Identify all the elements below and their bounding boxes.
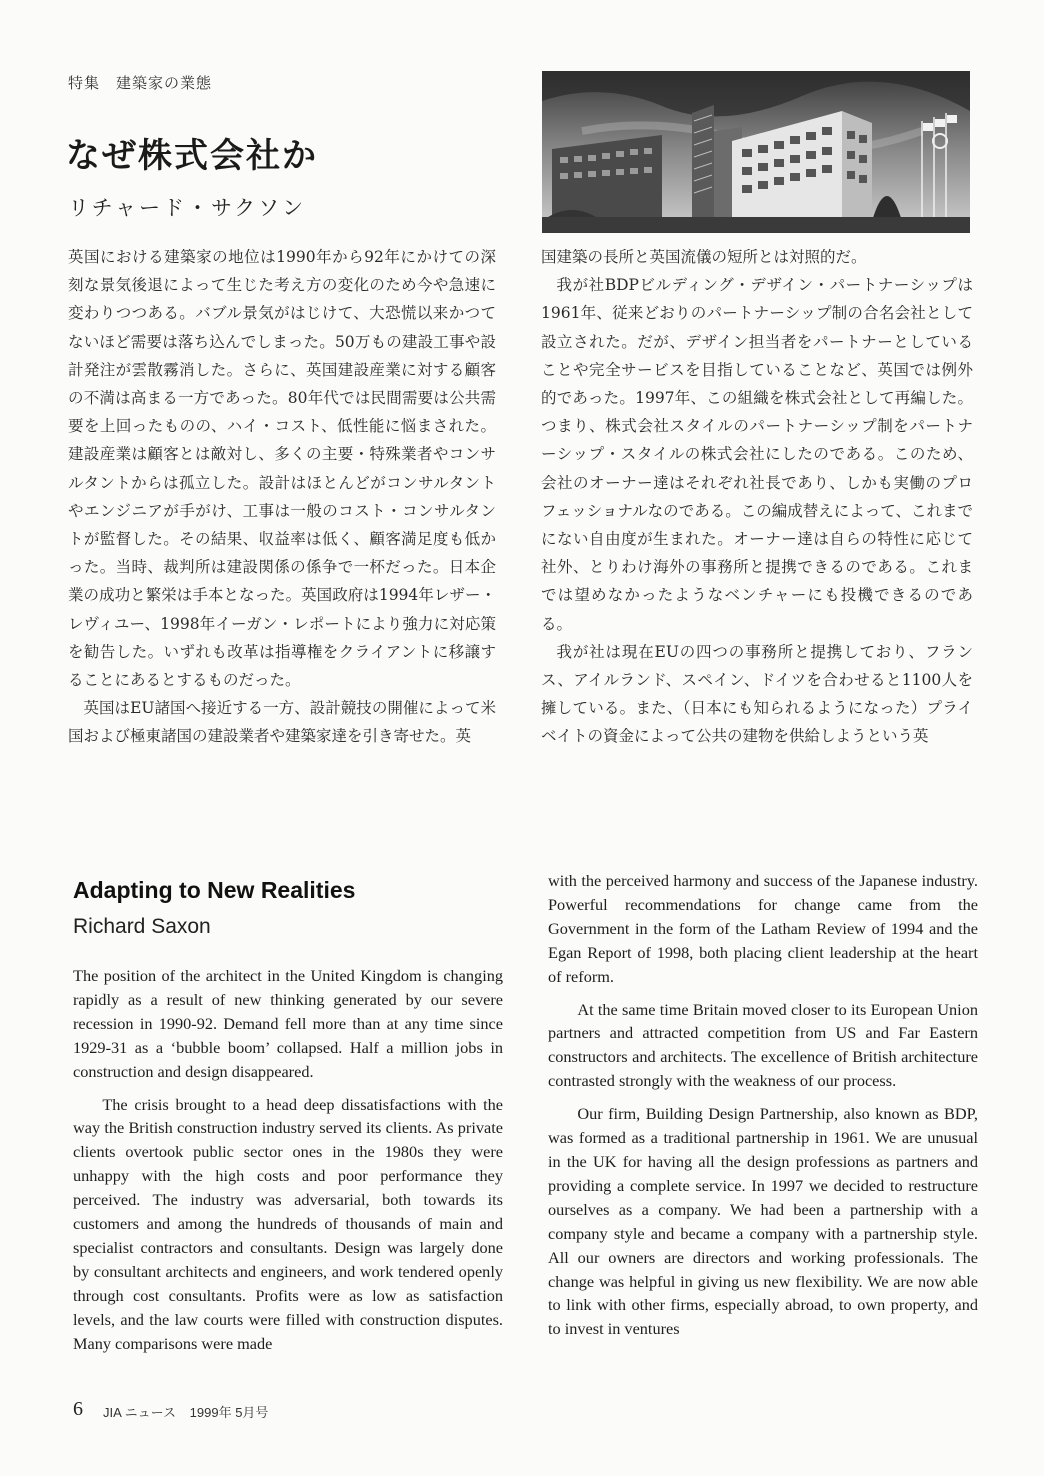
- en-paragraph: with the perceived harmony and success of the Japanese industry. Powerful recommendations for change came from the Government in the form of the Latham Review of 1994 and the Egan Report of 1998, both placing client leadership at the heart of reform.: [548, 871, 978, 986]
- en-paragraph: The position of the architect in the United Kingdom is changing rapidly as a result of new thinking generated by our severe recession in 1990-92. Demand fell more than at any time since 1929-31 as a ‘bubble boom’ collapsed. Half a million jobs in construction and design disappeared.: [73, 966, 503, 1081]
- jp-paragraph: 英国における建築家の地位は1990年から92年にかけての深刻な景気後退によって生じた考え方の変化のため今や急速に変わりつつある。バブル景気がはじけて、大恐慌以来かつてないほど需要は落ち込んでしまった。50万もの建設工事や設計発注が雲散霧消した。さらに、英国建設産業に対する顧客の不満は高まる一方であった。80年代では民間需要は公共需要を上回ったものの、ハイ・コスト、低性能に悩まされた。建設産業は顧客とは敵対し、多くの主要・特殊業者やコンサルタントからは孤立した。設計はほとんどがコンサルタントやエンジニアが手がけ、工事は一般のコスト・コンサルタントが監督した。その結果、収益率は低く、顧客満足度も低かった。当時、裁判所は建設関係の係争で一杯だった。日本企業の成功と繁栄は手本となった。英国政府は1994年レザー・レヴィユー、1998年イーガン・レポートにより強力に対応策を勧告した。いずれも改革は指導権をクライアントに移譲することにあるとするものだった。: [68, 248, 496, 690]
- jp-paragraph: 英国はEU諸国へ接近する一方、設計競技の開催によって米国および極東諸国の建設業者や建築家達を引き寄せた。英: [68, 699, 496, 746]
- author-name-jp: リチャード・サクソン: [68, 196, 307, 220]
- article-title-en: Adapting to New Realities: [73, 877, 356, 903]
- en-paragraph: Our firm, Building Design Partnership, also known as BDP, was formed as a traditional partnership in 1961. We are unusual in the UK for having all the design professions as partners and providing a complete service. In 1997 we decided to restructure ourselves as a company. We had been a partnership with a company style and became a company with a partnership style. All our owners are directors and working professionals. The change was helpful in giving us new flexibility. We are now able to link with other firms, especially abroad, to own property, and to invest in ventures: [548, 1104, 978, 1339]
- en-paragraph: At the same time Britain moved closer to its European Union partners and attracted competition from US and Far Eastern constructors and architects. The excellence of British architecture contrasted strongly with the weakness of our process.: [548, 999, 978, 1091]
- page-number: 6: [73, 1398, 83, 1420]
- issue-date: 1999年 5月号: [189, 1405, 269, 1420]
- publication-name: JIA ニュース: [103, 1405, 177, 1420]
- jp-body-left-column: [68, 243, 496, 751]
- jp-paragraph: 我が社BDPビルディング・デザイン・パートナーシップは1961年、従来どおりのパートナーシップ制の合名会社として設立された。だが、デザイン担当者をパートナーとしていることや完全サービスを目指していることなど、英国では例外的であった。1997年、この組織を株式会社として再編した。つまり、株式会社スタイルのパートナーシップ制をパートナーシップ・スタイルの株式会社にしたのである。このため、会社のオーナー達はそれぞれ社長であり、しかも実働のプロフェッショナルなのである。この編成替えによって、これまでにない自由度が生まれた。オーナー達は自らの特性に応じて社外、とりわけ海外の事務所と提携できるのである。これまでは望めなかったようなベンチャーにも投機できるのである。: [541, 276, 973, 633]
- author-name-en: Richard Saxon: [73, 915, 211, 938]
- publication-footer: [103, 1402, 278, 1421]
- jp-body-right-column: [541, 243, 973, 751]
- en-paragraph: The crisis brought to a head deep dissatisfactions with the way the British construction industry served its clients. As private clients overtook public sector ones in the 1980s they were unhappy with the high costs and poor performance they perceived. The industry was adversarial, both towards its customers and among the hundreds of thousands of main and specialist contractors and consultants. Design was largely done by consultant architects and engineers, and work tendered openly through cost consultants. Profits were as low as satisfaction levels, and the law courts were filled with construction disputes. Many comparisons were made: [73, 1094, 503, 1353]
- building-photo: [542, 71, 970, 233]
- section-kicker: 特集 建築家の業態: [68, 74, 213, 92]
- jp-paragraph: 国建築の長所と英国流儀の短所とは対照的だ。: [541, 248, 867, 266]
- en-body-left-column: [73, 964, 503, 1365]
- article-title-jp: なぜ株式会社か: [66, 136, 318, 176]
- en-body-right-column: [548, 869, 978, 1350]
- jp-paragraph: 我が社は現在EUの四つの事務所と提携しており、フランス、アイルランド、スペイン、ドイツを合わせると1100人を擁している。また、（日本にも知られるようになった）プライベイトの資金によって公共の建物を供給しようという英: [541, 642, 973, 746]
